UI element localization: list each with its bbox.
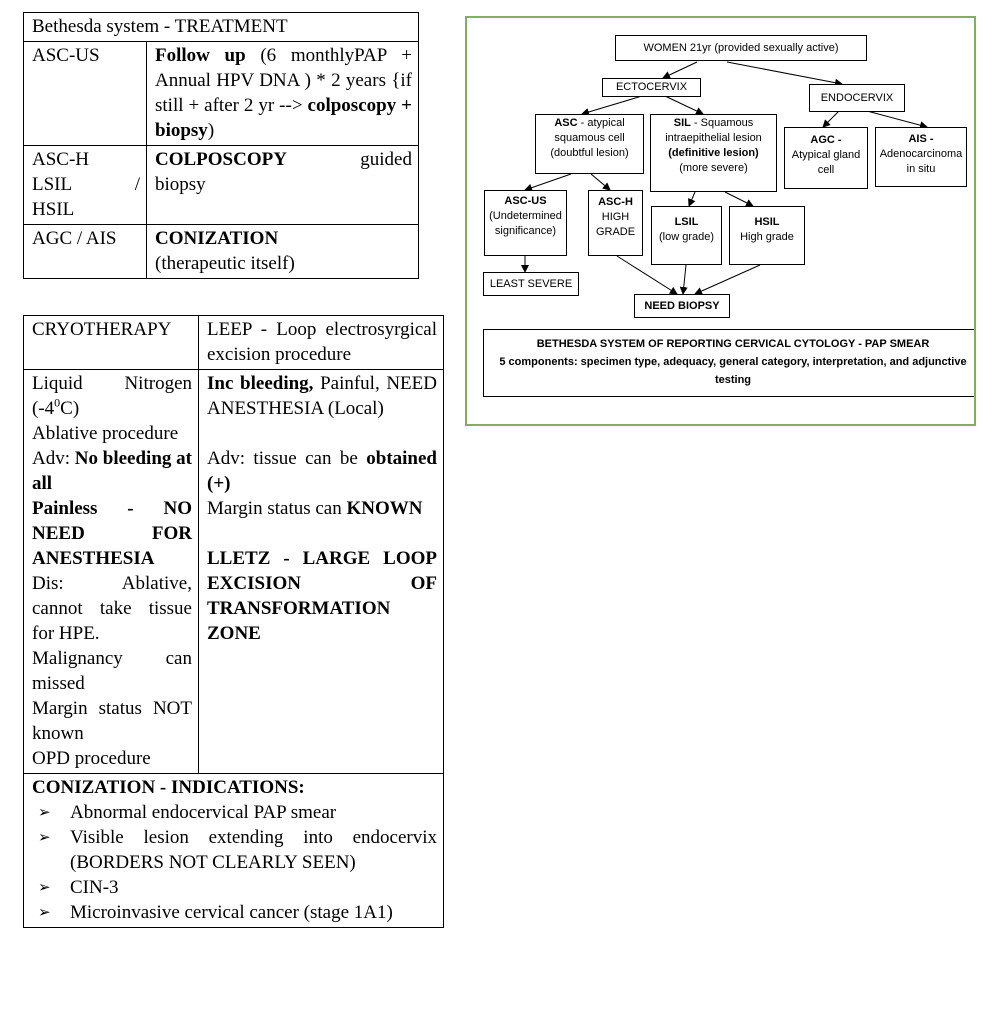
table-row bbox=[24, 146, 419, 225]
label-lsil-line bbox=[32, 172, 140, 197]
label-asc-h: ASC-H bbox=[32, 149, 90, 170]
lsil-text: (low grade) bbox=[658, 231, 715, 243]
sil-text: - Squamous intraepithelial lesion bbox=[665, 117, 762, 144]
arrow-bullet-icon: ➢ bbox=[38, 878, 51, 896]
ais-node bbox=[875, 127, 967, 187]
leep-advantage bbox=[207, 446, 437, 496]
footer-text: specimen type, adequacy, general category, interpretation, and adjunctive testing bbox=[580, 356, 967, 386]
treatment-table bbox=[23, 12, 419, 279]
arrow-bullet-icon: ➢ bbox=[38, 803, 51, 821]
list-item bbox=[32, 875, 437, 900]
indication-text: Abnormal endocervical PAP smear bbox=[70, 802, 337, 823]
arrow-ecto-asc bbox=[582, 96, 642, 114]
lsil-bold: LSIL bbox=[674, 216, 699, 228]
bethesda-footer-box bbox=[483, 329, 976, 397]
label-hsil: HSIL bbox=[32, 199, 75, 220]
no-bleeding-text: No bleeding at all bbox=[32, 448, 192, 494]
arrow-women-endo bbox=[727, 62, 842, 84]
arrow-endo-ais bbox=[867, 111, 927, 127]
arrow-hsil-biopsy bbox=[695, 265, 760, 294]
asc-h-text: HIGH GRADE bbox=[595, 211, 636, 238]
table-row bbox=[24, 774, 444, 928]
procedure-table bbox=[23, 315, 444, 928]
arrow-lsil-biopsy bbox=[683, 265, 686, 294]
footer-label: 5 components: bbox=[499, 356, 581, 368]
label-lsil: LSIL bbox=[32, 174, 73, 195]
leep-details bbox=[199, 370, 444, 774]
therapeutic-text: (therapeutic itself) bbox=[155, 253, 295, 274]
arrow-asc-ascus bbox=[525, 174, 571, 190]
women-node: WOMEN 21yr (provided sexually active) bbox=[615, 35, 867, 61]
asc-us-bold: ASC-US bbox=[504, 195, 547, 207]
follow-up-text: Follow up bbox=[155, 45, 246, 66]
painless-text bbox=[32, 496, 192, 571]
asc-h-node bbox=[588, 190, 643, 256]
guided-text: guided bbox=[360, 149, 412, 170]
table-row bbox=[24, 42, 419, 146]
arrow-asc-asch bbox=[591, 174, 610, 190]
celsius-text: C) bbox=[60, 398, 80, 419]
inc-bleeding-text: Inc bleeding, bbox=[207, 373, 314, 394]
leep-header: LEEP - Loop electrosyrgical excision procedure bbox=[199, 316, 444, 370]
degree-sup: 0 bbox=[54, 395, 61, 410]
hsil-text: High grade bbox=[740, 231, 794, 243]
sil-bold: SIL bbox=[673, 117, 691, 129]
colposcopy-biopsy-text: colposcopy + biopsy bbox=[155, 95, 412, 141]
cryotherapy-header: CRYOTHERAPY bbox=[24, 316, 199, 370]
ais-text: Adenocarcinoma in situ bbox=[879, 148, 963, 175]
liquid-nitrogen-label: Liquid Nitrogen (-4 bbox=[32, 373, 192, 419]
liquid-nitrogen-text bbox=[32, 371, 192, 421]
biopsy-text: biopsy bbox=[155, 174, 206, 195]
leep-adv-text: Adv: tissue can be bbox=[207, 448, 367, 469]
row-treatment-colposcopy bbox=[147, 146, 419, 225]
arrow-sil-hsil bbox=[725, 192, 753, 206]
asc-node bbox=[535, 114, 644, 174]
agc-node bbox=[784, 127, 868, 189]
ectocervix-node: ECTOCERVIX bbox=[602, 78, 701, 97]
asc-us-text: (Undetermined significance) bbox=[489, 210, 562, 237]
table-row bbox=[24, 225, 419, 279]
conization-indications bbox=[24, 774, 444, 928]
indication-text: CIN-3 bbox=[70, 877, 119, 898]
list-item bbox=[32, 800, 437, 825]
arrow-women-ecto bbox=[663, 62, 697, 78]
indication-text: Visible lesion extending into endocervix (BORDERS NOT CLEARLY SEEN) bbox=[70, 827, 437, 873]
arrow-sil-lsil bbox=[689, 192, 695, 206]
conization-title: CONIZATION - INDICATIONS: bbox=[32, 777, 305, 798]
label-slash: / bbox=[134, 174, 140, 195]
treatment-title: Bethesda system - TREATMENT bbox=[24, 13, 419, 42]
known-text: KNOWN bbox=[346, 498, 423, 519]
need-biopsy-node: NEED BIOPSY bbox=[634, 294, 730, 318]
indication-list bbox=[32, 800, 437, 925]
table-row bbox=[24, 370, 444, 774]
opd-text: OPD procedure bbox=[32, 748, 151, 769]
painful-text: Painful, NEED ANESTHESIA (Local) bbox=[207, 373, 437, 419]
ablative-text: Ablative procedure bbox=[32, 423, 179, 444]
cryotherapy-details bbox=[24, 370, 199, 774]
hsil-node bbox=[729, 206, 805, 265]
row-treatment-asc-us bbox=[147, 42, 419, 146]
painless-bold: Painless - NO NEED FOR ANESTHESIA bbox=[32, 498, 192, 569]
leep-margin bbox=[207, 496, 437, 521]
list-item bbox=[32, 900, 437, 925]
sil-severe: (more severe) bbox=[679, 162, 748, 174]
sil-node bbox=[650, 114, 777, 192]
follow-up-detail: (6 monthlyPAP + Annual HPV DNA ) * 2 years {if still + after 2 yr --> bbox=[155, 45, 412, 116]
asc-us-node bbox=[484, 190, 567, 256]
leep-bleeding bbox=[207, 371, 437, 421]
list-item bbox=[32, 825, 437, 875]
cryo-disadvantage: Dis: Ablative, cannot take tissue for HPE. bbox=[32, 573, 192, 644]
endocervix-node: ENDOCERVIX bbox=[809, 84, 905, 112]
row-label-agc-ais: AGC / AIS bbox=[24, 225, 147, 279]
arrow-endo-agc bbox=[823, 111, 839, 127]
leep-margin-text: Margin status can bbox=[207, 498, 347, 519]
lsil-node bbox=[651, 206, 722, 265]
least-severe-node: LEAST SEVERE bbox=[483, 272, 579, 296]
conization-text: CONIZATION bbox=[155, 228, 279, 249]
treatment-title-row bbox=[24, 13, 419, 42]
indication-text: Microinvasive cervical cancer (stage 1A1) bbox=[70, 902, 393, 923]
adv-label: Adv: bbox=[32, 448, 75, 469]
cryo-advantage bbox=[32, 446, 192, 496]
asc-text: - atypical squamous cell (doubtful lesion) bbox=[550, 117, 629, 159]
arrow-ecto-sil bbox=[665, 96, 703, 114]
agc-text: Atypical gland cell bbox=[791, 149, 861, 176]
colposcopy-text: COLPOSCOPY bbox=[155, 149, 287, 170]
lletz-text bbox=[207, 546, 437, 646]
asc-bold: ASC bbox=[554, 117, 578, 129]
arrow-bullet-icon: ➢ bbox=[38, 828, 51, 846]
malignancy-text: Malignancy can missed bbox=[32, 648, 192, 694]
lletz-bold: LLETZ - LARGE LOOP EXCISION OF TRANSFORMATION ZONE bbox=[207, 548, 437, 644]
colposcopy-line bbox=[155, 147, 412, 172]
sil-definitive: (definitive lesion) bbox=[668, 147, 759, 159]
bethesda-flow-diagram bbox=[465, 16, 976, 426]
margin-status-text: Margin status NOT known bbox=[32, 698, 192, 744]
row-label-asc-us: ASC-US bbox=[24, 42, 147, 146]
table-row bbox=[24, 316, 444, 370]
row-treatment-conization bbox=[147, 225, 419, 279]
ais-bold: AIS - bbox=[908, 133, 934, 145]
arrow-bullet-icon: ➢ bbox=[38, 903, 51, 921]
hsil-bold: HSIL bbox=[754, 216, 780, 228]
agc-bold: AGC - bbox=[810, 134, 842, 146]
obtained-text: obtained (+) bbox=[207, 448, 437, 494]
footer-title: BETHESDA SYSTEM OF REPORTING CERVICAL CYTOLOGY - PAP SMEAR bbox=[536, 338, 930, 350]
row-label-asc-h-lsil-hsil bbox=[24, 146, 147, 225]
asc-h-bold: ASC-H bbox=[598, 196, 633, 208]
closing-paren: ) bbox=[207, 120, 215, 141]
